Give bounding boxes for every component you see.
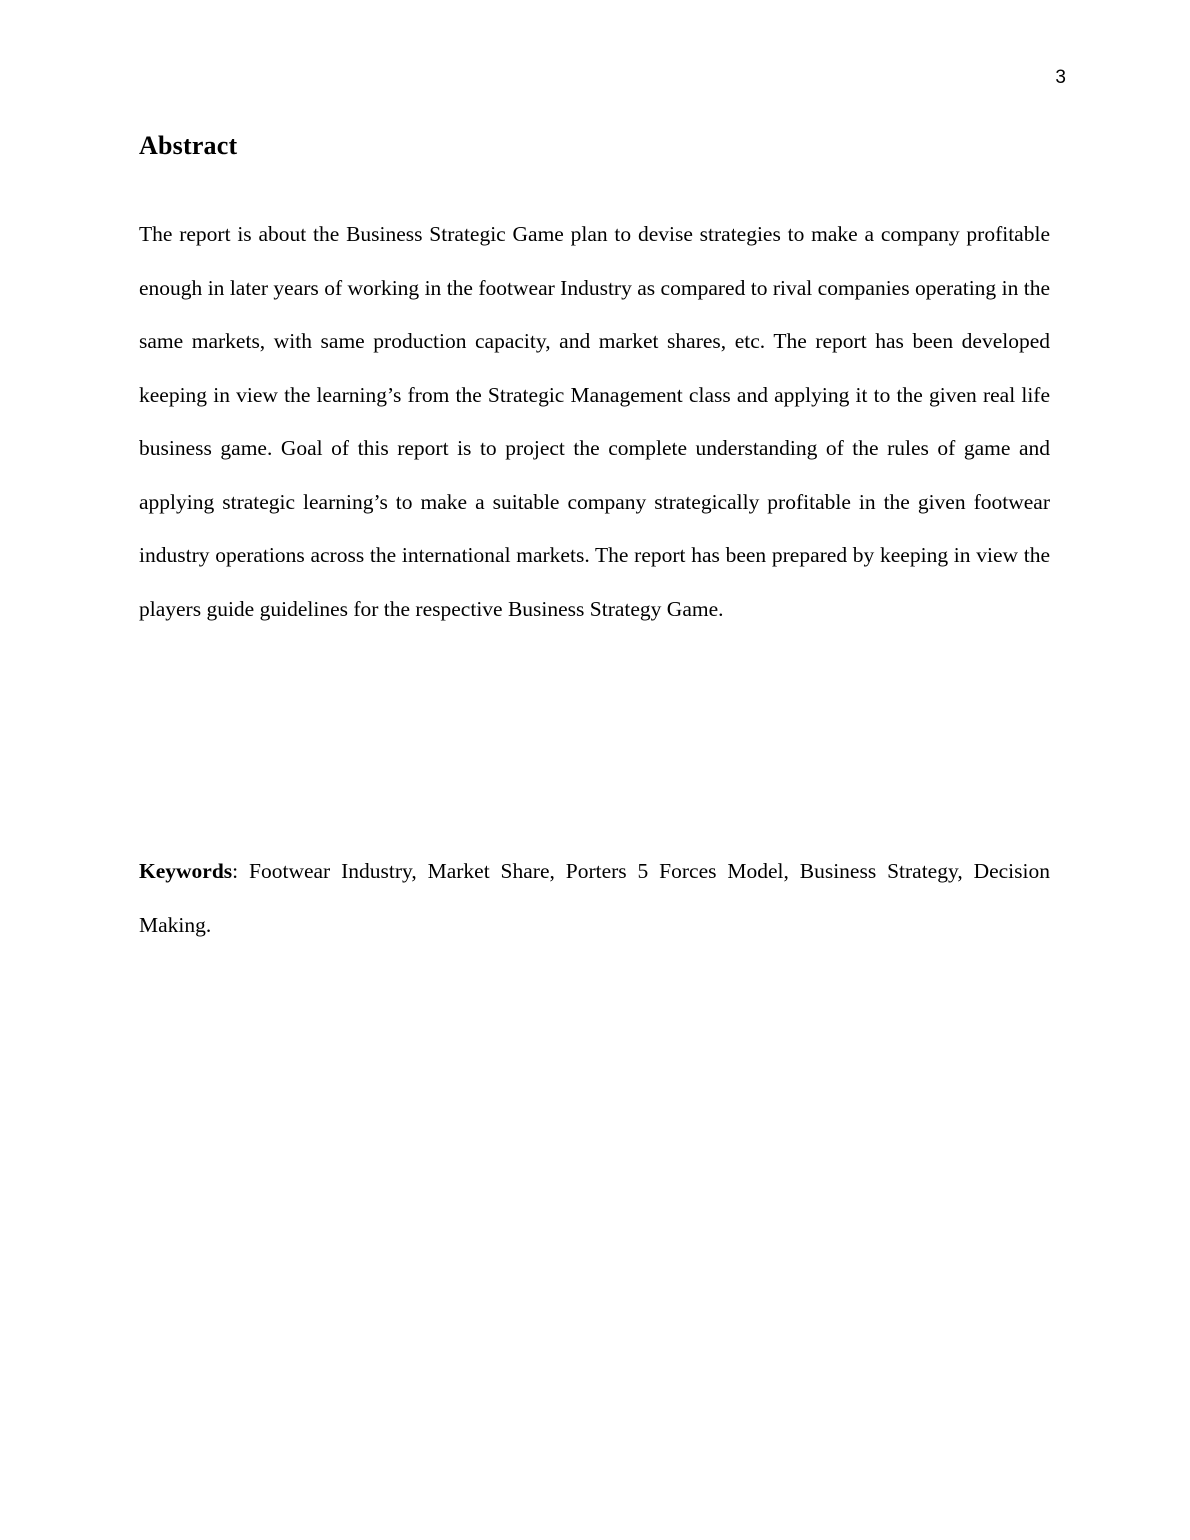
vertical-spacer: [139, 658, 1050, 824]
page-number: 3: [1055, 67, 1066, 88]
keywords-paragraph: [139, 845, 1050, 952]
abstract-paragraph: The report is about the Business Strategic Game plan to devise strategies to make a company profitable enough in later years of working in the footwear Industry as compared to rival companies operating in the same markets, with same production capacity, and market shares, etc. The report has been developed keeping in view the learning’s from the Strategic Management class and applying it to the given real life business game. Goal of this report is to project the complete understanding of the rules of game and applying strategic learning’s to make a suitable company strategically profitable in the given footwear industry operations across the international markets. The report has been prepared by keeping in view the players guide guidelines for the respective Business Strategy Game.: [139, 222, 1050, 621]
keywords-label: Keywords: [139, 859, 233, 884]
page-title: Abstract: [139, 131, 238, 160]
page-content: [139, 130, 1050, 974]
keywords-list: : Footwear Industry, Market Share, Porters 5 Forces Model, Business Strategy, Decision Making.: [139, 859, 1050, 937]
